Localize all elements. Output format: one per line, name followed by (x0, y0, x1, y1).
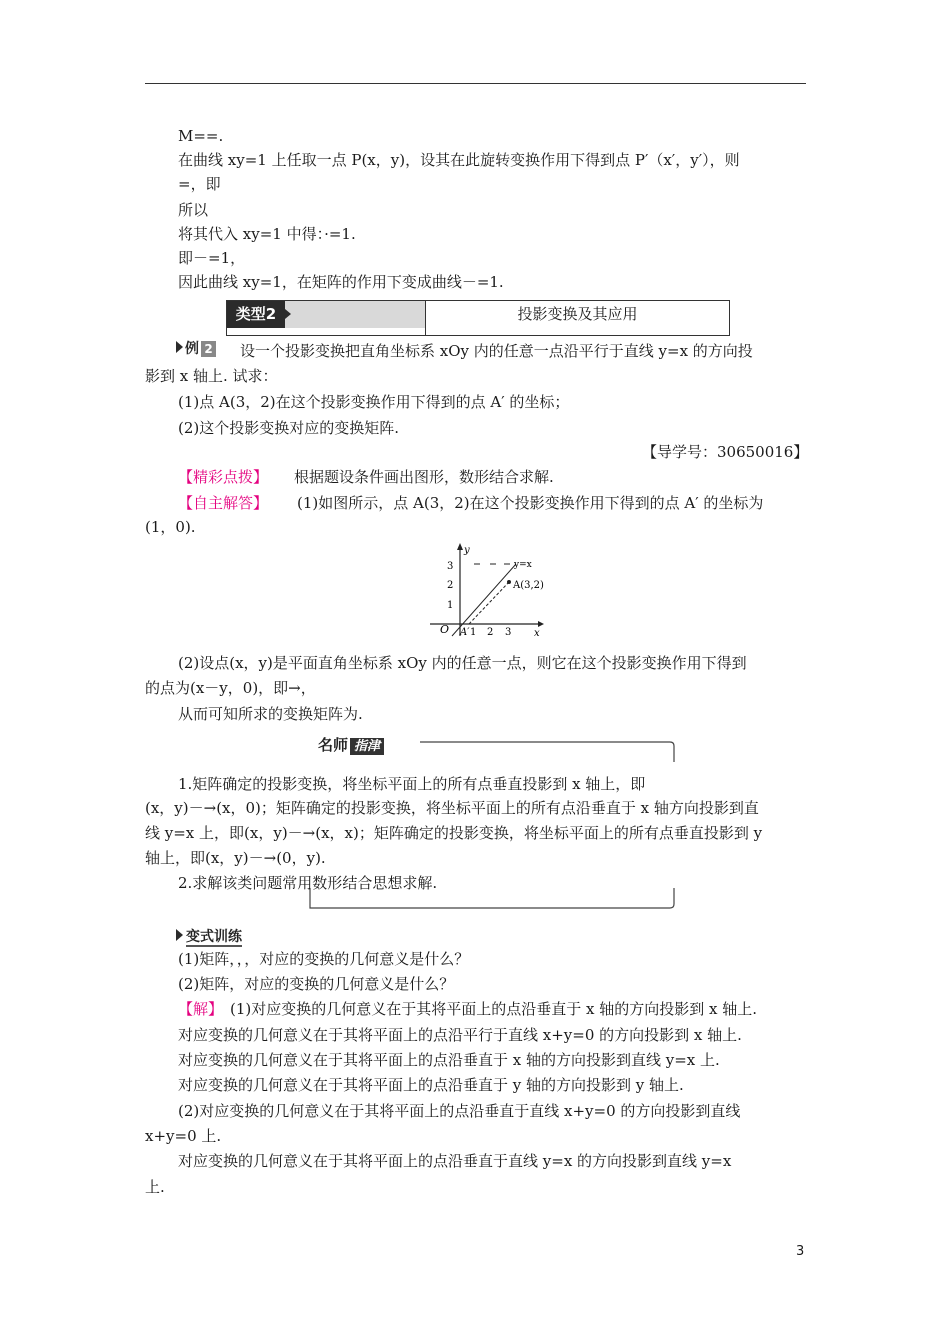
solution-line: 对应变换的几何意义在于其将平面上的点沿垂直于 y 轴的方向投影到 y 轴上. (178, 1076, 684, 1094)
solution-line: 对应变换的几何意义在于其将平面上的点沿平行于直线 x+y=0 的方向投影到 x 轴上. (178, 1026, 742, 1044)
answer-line: 的点为(x－y，0)，即→， (145, 679, 316, 697)
section-title: 投影变换及其应用 (425, 301, 729, 335)
section-tag: 类型2 (227, 301, 285, 328)
question-2: (2)这个投影变换对应的变换矩阵. (178, 419, 400, 437)
x-tick-label: 3 (505, 627, 512, 638)
variation-question: (1)矩阵，，，对应的变换的几何意义是什么？ (178, 950, 470, 968)
teacher-line: 2.求解该类问题常用数形结合思想求解. (178, 874, 438, 892)
text-line: M==. (178, 127, 224, 145)
solution-line: (1)对应变换的几何意义在于其将平面上的点沿垂直于 x 轴的方向投影到 x 轴上. (230, 1000, 758, 1018)
text-line: 因此曲线 xy=1，在矩阵的作用下变成曲线－=1. (178, 273, 504, 291)
solution-line: x+y=0 上. (145, 1127, 222, 1145)
answer-line: (1，0). (145, 518, 196, 536)
text-line: =，即 (178, 175, 221, 193)
x-tick-label: 1 (470, 627, 477, 638)
teacher-line: 线 y=x 上，即(x，y)－→(x，x)；矩阵确定的投影变换，将坐标平面上的所有点垂直投影到 y (145, 824, 763, 842)
origin-label: O (440, 623, 450, 636)
example-label: 例 (185, 341, 199, 357)
answer-line: (1)如图所示，点 A(3，2)在这个投影变换作用下得到的点 A′ 的坐标为 (297, 494, 764, 512)
variation-label: 变式训练 (186, 929, 242, 945)
point-a-label: A(3,2) (513, 580, 544, 591)
section-header (226, 300, 730, 336)
line-label: y=x (514, 560, 532, 570)
solution-line: 对应变换的几何意义在于其将平面上的点沿垂直于 x 轴的方向投影到直线 y=x 上. (178, 1051, 720, 1069)
solution-line: 对应变换的几何意义在于其将平面上的点沿垂直于直线 y=x 的方向投影到直线 y=x (178, 1152, 732, 1170)
variation-badge (176, 926, 242, 946)
question-1: (1)点 A(3，2)在这个投影变换作用下得到的点 A′ 的坐标； (178, 393, 570, 411)
example-badge (176, 340, 222, 358)
teacher-line: 1.矩阵确定的投影变换，将坐标平面上的所有点垂直投影到 x 轴上，即 (178, 775, 646, 793)
page-number: 3 (796, 1244, 805, 1259)
text-line: 即－=1， (178, 249, 246, 267)
example-line: 设一个投影变换把直角坐标系 xOy 内的任意一点沿平行于直线 y=x 的方向投 (240, 342, 753, 360)
projection-line (469, 582, 509, 624)
projection-figure (424, 542, 544, 638)
point-a-prime-label: A′ (460, 627, 470, 638)
variation-question: (2)矩阵，对应的变换的几何意义是什么？ (178, 975, 455, 993)
example-number: 2 (201, 341, 216, 357)
guide-number: 【导学号：30650016】 (642, 443, 809, 461)
solution-label: 【解】 (178, 1000, 224, 1018)
text-line: 在曲线 xy=1 上任取一点 P(x，y)，设其在此旋转变换作用下得到点 P′（x′，y′），则 (178, 151, 740, 169)
y-tick-label: 1 (447, 600, 454, 611)
solution-line: (2)对应变换的几何意义在于其将平面上的点沿垂直于直线 x+y=0 的方向投影到直线 (178, 1102, 741, 1120)
y-axis-arrow-icon (457, 543, 463, 550)
teacher-line: 轴上，即(x，y)－→(0，y). (145, 849, 326, 867)
answer-label: 【自主解答】 (178, 494, 269, 512)
answer-line: (2)设点(x，y)是平面直角坐标系 xOy 内的任意一点，则它在这个投影变换作用下得到 (178, 654, 747, 672)
teacher-line: (x，y)－→(x，0)；矩阵确定的投影变换，将坐标平面上的所有点沿垂直于 x 轴方向投影到直 (145, 799, 759, 817)
triangle-icon (176, 341, 183, 353)
text-line: 将其代入 xy=1 中得：·=1. (178, 225, 356, 243)
point-a (507, 580, 511, 584)
x-axis-label: x (534, 628, 540, 638)
text-line: 所以 (178, 201, 209, 219)
y-axis-label: y (464, 545, 470, 556)
line-y-eq-x (452, 564, 516, 636)
header-rule (145, 83, 806, 84)
hint-text: 根据题设条件画出图形，数形结合求解. (294, 468, 554, 486)
solution-line: 上. (145, 1178, 165, 1196)
y-tick-label: 3 (447, 561, 454, 572)
y-tick-label: 2 (447, 580, 454, 591)
hint-label: 【精彩点拨】 (178, 468, 269, 486)
example-line: 影到 x 轴上. 试求： (145, 367, 278, 385)
triangle-icon (176, 929, 183, 941)
teacher-tag (318, 734, 384, 755)
teacher-tag-label: 名师 (318, 736, 349, 754)
x-axis-arrow-icon (538, 621, 544, 627)
x-tick-label: 2 (487, 627, 494, 638)
teacher-tag-inverse: 指津 (350, 738, 384, 755)
answer-line: 从而可知所求的变换矩阵为. (178, 705, 363, 723)
